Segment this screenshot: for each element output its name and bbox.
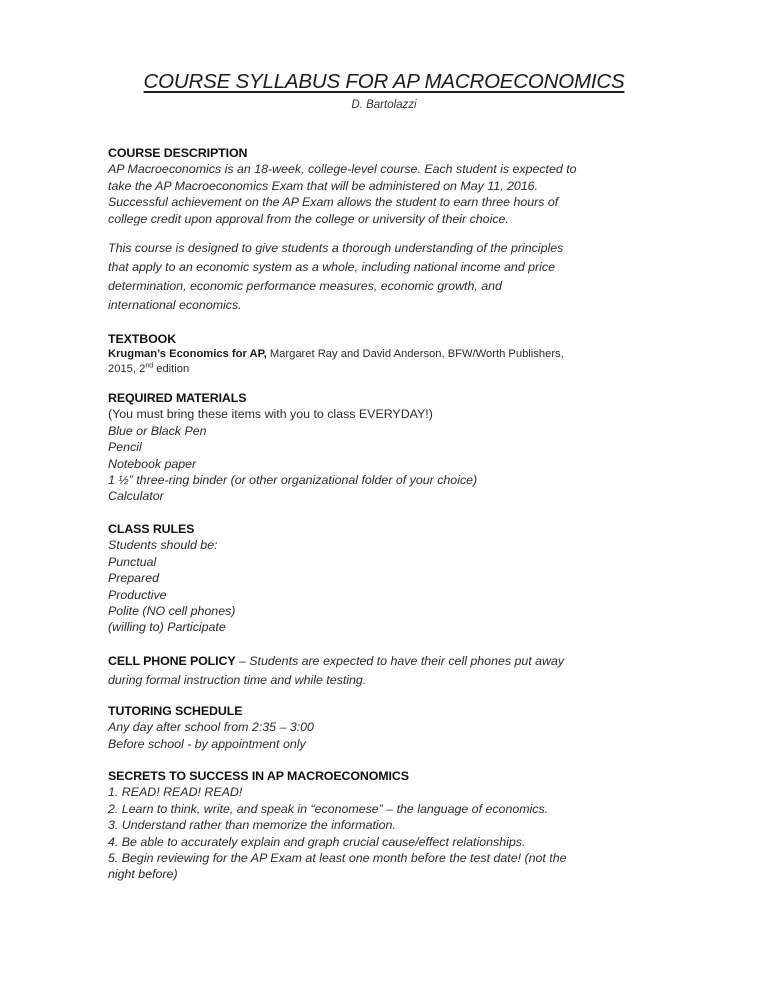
list-item: Pencil (108, 440, 142, 455)
list-item: Any day after school from 2:35 – 3:00 (108, 720, 314, 735)
textbook-section (108, 331, 668, 377)
dash-separator: – (235, 654, 250, 668)
course-description-section (108, 145, 668, 227)
tutoring-schedule-section (108, 703, 668, 752)
course-description-paragraph-2 (108, 239, 668, 315)
required-materials-section (108, 390, 668, 505)
list-item: Prepared (108, 571, 159, 586)
list-item: Blue or Black Pen (108, 423, 207, 438)
list-item: (willing to) Participate (108, 620, 226, 635)
paragraph-line: Successful achievement on the AP Exam allows the student to earn three hours of (108, 195, 559, 210)
list-item: Notebook paper (108, 456, 197, 471)
required-materials-note: (You must bring these items with you to class EVERYDAY!) (108, 407, 433, 422)
list-item: 1. READ! READ! READ! (108, 785, 243, 800)
paragraph-line: determination, economic performance measures, economic growth, and (108, 279, 502, 293)
paragraph-line: college credit upon approval from the college or university of their choice. (108, 211, 509, 226)
textbook-title: Krugman’s Economics for AP, (108, 348, 267, 361)
paragraph-line: that apply to an economic system as a whole, including national income and price (108, 260, 556, 274)
list-item: 2. Learn to think, write, and speak in “economese” – the language of economics. (108, 801, 549, 816)
paragraph-line: AP Macroeconomics is an 18-week, college-level course. Each student is expected to (108, 162, 577, 177)
paragraph-line: take the AP Macroeconomics Exam that will be administered on May 11, 2016. (108, 178, 538, 193)
list-item: Polite (NO cell phones) (108, 604, 236, 619)
list-item: Punctual (108, 554, 157, 569)
textbook-year: 2015, 2 (108, 363, 146, 376)
list-item: 3. Understand rather than memorize the information. (108, 818, 396, 833)
section-heading-tutoring-schedule: TUTORING SCHEDULE (108, 704, 243, 718)
list-item-continued: night before) (108, 867, 178, 882)
policy-text-continued: during formal instruction time and while testing. (108, 673, 367, 687)
cell-phone-policy-section (108, 652, 668, 690)
section-heading-course-description: COURSE DESCRIPTION (108, 146, 248, 160)
textbook-citation-line-2 (108, 362, 668, 377)
edition-superscript: nd (145, 362, 154, 370)
class-rules-intro: Students should be: (108, 538, 218, 553)
textbook-authors-publisher: Margaret Ray and David Anderson, BFW/Worth Publishers, (266, 348, 564, 361)
list-item: Productive (108, 587, 167, 602)
policy-text: Students are expected to have their cell phones put away (249, 654, 565, 668)
cell-phone-policy-line-1 (108, 652, 668, 671)
class-rules-section (108, 521, 668, 636)
paragraph-line: international economics. (108, 298, 242, 312)
section-heading-textbook: TEXTBOOK (108, 332, 177, 346)
document-author: D. Bartolazzi (351, 99, 417, 111)
section-heading-required-materials: REQUIRED MATERIALS (108, 391, 247, 405)
secrets-to-success-section (108, 768, 688, 883)
section-heading-class-rules: CLASS RULES (108, 522, 195, 536)
list-item: Before school - by appointment only (108, 736, 306, 751)
list-item: 4. Be able to accurately explain and graph crucial cause/effect relationships. (108, 834, 526, 849)
section-heading-secrets-to-success: SECRETS TO SUCCESS IN AP MACROECONOMICS (108, 769, 409, 783)
section-heading-cell-phone-policy: CELL PHONE POLICY (108, 654, 236, 668)
textbook-citation-line-1 (108, 347, 668, 362)
document-title: COURSE SYLLABUS FOR AP MACROECONOMICS (143, 70, 625, 93)
list-item: 5. Begin reviewing for the AP Exam at least one month before the test date! (not the (108, 851, 567, 866)
list-item: Calculator (108, 489, 164, 504)
paragraph-line: This course is designed to give students a thorough understanding of the principles (108, 241, 564, 255)
list-item: 1 ½” three-ring binder (or other organizational folder of your choice) (108, 473, 478, 488)
textbook-edition: edition (153, 363, 190, 376)
